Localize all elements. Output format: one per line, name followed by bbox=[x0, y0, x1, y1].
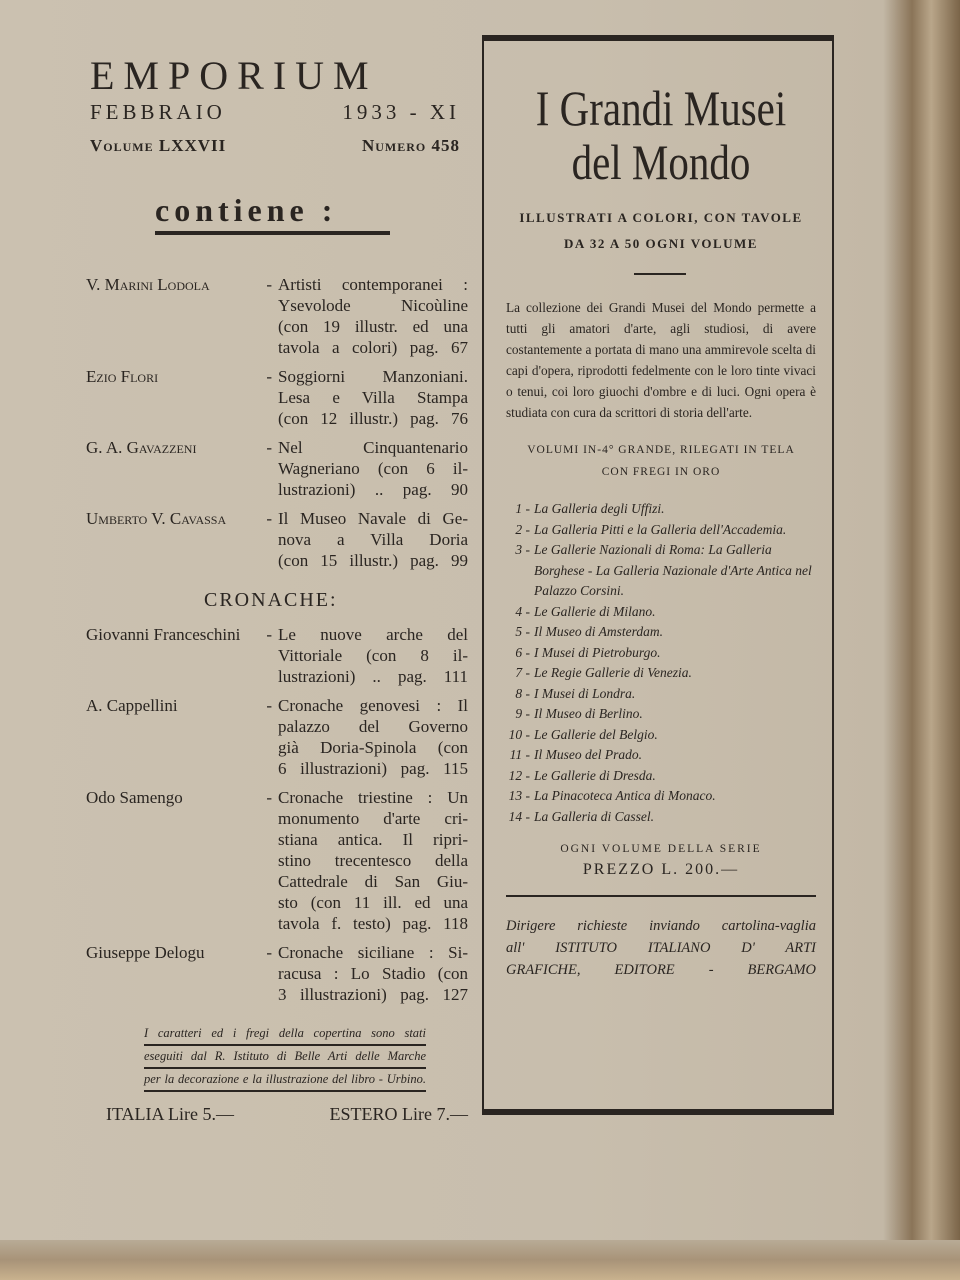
toc-title-line: (con 12 illustr.) pag. 76 bbox=[278, 409, 468, 428]
toc-title-line: Il Museo Navale di Ge- bbox=[278, 509, 468, 528]
toc-dash: - bbox=[266, 788, 272, 807]
toc-dash: - bbox=[266, 696, 272, 715]
toc-author-cell bbox=[86, 624, 278, 687]
toc-title-line: Le nuove arche del bbox=[278, 625, 468, 644]
toc-author-cell bbox=[86, 787, 278, 934]
toc-title-line: tavola f. testo) pag. 118 bbox=[278, 914, 468, 933]
toc-title-line: Lesa e Villa Stampa bbox=[278, 388, 468, 407]
museum-volume-item bbox=[506, 622, 816, 643]
volume-title: I Musei di Pietroburgo. bbox=[534, 644, 661, 660]
toc-title bbox=[278, 787, 468, 934]
museum-volume-item bbox=[506, 540, 816, 602]
issue-volume-line bbox=[90, 136, 460, 156]
toc-title-line: Ysevolode Nicoùline bbox=[278, 296, 468, 315]
footnote-line: eseguiti dal R. Istituto di Belle Arti delle Marche bbox=[144, 1046, 426, 1069]
toc-title-line: Vittoriale (con 8 il- bbox=[278, 646, 468, 665]
museum-volume-list bbox=[506, 499, 816, 827]
toc-title bbox=[278, 366, 468, 429]
toc-title-line: tavola a colori) pag. 67 bbox=[278, 338, 468, 357]
toc-title-line: 6 illustrazioni) pag. 115 bbox=[278, 759, 468, 778]
toc-entry bbox=[86, 366, 468, 429]
toc-author-cell bbox=[86, 274, 278, 358]
volume-title: Le Gallerie del Belgio. bbox=[534, 726, 658, 742]
toc-title-line: Cattedrale di San Giu- bbox=[278, 872, 468, 891]
toc-title-line: 3 illustrazioni) pag. 127 bbox=[278, 985, 468, 1004]
toc-dash: - bbox=[266, 367, 272, 386]
museum-volume-item bbox=[506, 807, 816, 828]
issue-volume: Volume LXXVII bbox=[90, 136, 227, 155]
toc-title bbox=[278, 437, 468, 500]
table-of-contents bbox=[86, 274, 468, 1125]
cronache-list bbox=[86, 624, 468, 1005]
ad-title-line: I Grandi Musei bbox=[535, 80, 787, 136]
ad-subtitle-line: ILLUSTRATI A COLORI, CON TAVOLE bbox=[519, 210, 803, 225]
volume-number: 11 - bbox=[509, 747, 530, 762]
toc-author: V. Marini Lodola bbox=[86, 275, 210, 294]
volume-title: La Galleria Pitti e la Galleria dell'Accademia. bbox=[534, 521, 787, 537]
issue-number: Numero 458 bbox=[361, 136, 460, 155]
toc-author: Odo Samengo bbox=[86, 788, 183, 807]
museum-volume-item bbox=[506, 520, 816, 541]
toc-entry bbox=[86, 437, 468, 500]
volume-number: 2 - bbox=[515, 521, 530, 537]
volume-title: Il Museo del Prado. bbox=[534, 747, 642, 762]
toc-title-line: sto (con 11 ill. ed una bbox=[278, 893, 468, 912]
toc-author: Giovanni Franceschini bbox=[86, 625, 241, 644]
museum-volume-item bbox=[506, 745, 816, 766]
toc-author: Giuseppe Delogu bbox=[86, 943, 205, 962]
issue-year: 1933 - XI bbox=[342, 100, 460, 124]
toc-dash: - bbox=[266, 509, 272, 528]
footnote bbox=[144, 1023, 426, 1092]
issue-month: FEBBRAIO bbox=[90, 100, 226, 124]
volume-title: Il Museo di Berlino. bbox=[534, 706, 643, 721]
toc-author: Umberto V. Cavassa bbox=[86, 509, 227, 528]
toc-title bbox=[278, 274, 468, 358]
volume-title: Il Museo di Amsterdam. bbox=[534, 624, 663, 639]
cronache-heading: CRONACHE: bbox=[204, 589, 338, 611]
volume-number: 3 - bbox=[515, 542, 530, 557]
advertisement-box bbox=[482, 35, 834, 1115]
articles-list bbox=[86, 274, 468, 571]
volume-title: Le Gallerie di Dresda. bbox=[534, 767, 656, 783]
divider bbox=[634, 273, 686, 275]
volume-title: Le Gallerie di Milano. bbox=[534, 603, 656, 619]
volume-number: 12 - bbox=[508, 767, 530, 783]
magazine-title: EMPORIUM bbox=[90, 53, 378, 98]
toc-entry bbox=[86, 787, 468, 934]
contents-heading: contiene : bbox=[155, 192, 390, 235]
ad-ordering-line: GRAFICHE, EDITORE - BERGAMO bbox=[506, 962, 816, 978]
volume-title: La Galleria di Cassel. bbox=[534, 808, 655, 824]
ad-ordering-line: all' ISTITUTO ITALIANO D' ARTI bbox=[506, 940, 816, 956]
volume-number: 13 - bbox=[508, 788, 530, 803]
volume-number: 4 - bbox=[515, 603, 530, 619]
toc-entry bbox=[86, 274, 468, 358]
toc-title-line: palazzo del Governo bbox=[278, 717, 468, 736]
volume-number: 6 - bbox=[515, 644, 530, 660]
toc-title-line: monumento d'arte cri- bbox=[278, 809, 468, 828]
toc-title-line: stino trecentesco della bbox=[278, 851, 468, 870]
toc-title-line: Artisti contemporanei : bbox=[278, 275, 468, 294]
toc-author-cell bbox=[86, 942, 278, 1005]
toc-title-line: racusa : Lo Stadio (con bbox=[278, 964, 468, 983]
toc-title bbox=[278, 942, 468, 1005]
ad-title-line: del Mondo bbox=[571, 134, 751, 190]
ad-paragraph: La collezione dei Grandi Musei del Mondo permette a tutti gli amatori d'arte, agli studiosi, di avere costantemente a portata di mano una ammirevole scelta di capi d'opera, riprodotti fedelmente con le loro tinte vivaci o tenui, coi loro giuochi d'ombre e di luci. Ogni opera è studiata con cura da scrittori di storia dell'arte. bbox=[506, 300, 816, 420]
volume-number: 9 - bbox=[515, 706, 530, 721]
price-italia: ITALIA Lire 5.— bbox=[106, 1104, 235, 1124]
toc-author-cell bbox=[86, 508, 278, 571]
footnote-line: per la decorazione e la illustrazione del libro - Urbino. bbox=[144, 1069, 426, 1092]
toc-entry bbox=[86, 942, 468, 1005]
volume-number: 1 - bbox=[515, 501, 530, 516]
footnote-line: I caratteri ed i fregi della copertina sono stati bbox=[144, 1023, 426, 1046]
ad-subtitle bbox=[506, 205, 816, 257]
museum-volume-item bbox=[506, 602, 816, 623]
toc-dash: - bbox=[266, 943, 272, 962]
ad-price: PREZZO L. 200.— bbox=[582, 861, 740, 878]
museum-volume-item bbox=[506, 786, 816, 807]
ad-volumes-line: CON FREGI IN ORO bbox=[601, 466, 721, 478]
toc-author-cell bbox=[86, 437, 278, 500]
divider bbox=[506, 895, 816, 897]
toc-dash: - bbox=[266, 438, 272, 457]
volume-number: 7 - bbox=[515, 665, 530, 680]
museum-volume-item bbox=[506, 725, 816, 746]
ad-ordering-line: Dirigere richieste inviando cartolina-vaglia bbox=[506, 918, 816, 934]
toc-author-cell bbox=[86, 695, 278, 779]
price-estero: ESTERO Lire 7.— bbox=[329, 1104, 468, 1124]
volume-number: 8 - bbox=[515, 685, 530, 701]
toc-title-line: (con 19 illustr. ed una bbox=[278, 317, 468, 336]
issue-date bbox=[90, 100, 460, 125]
ad-volumes-info bbox=[506, 439, 816, 483]
toc-title-line: nova a Villa Doria bbox=[278, 530, 468, 549]
table-edge bbox=[0, 1240, 960, 1280]
toc-title-line: lustrazioni) .. pag. 90 bbox=[278, 480, 468, 499]
volume-number: 5 - bbox=[515, 624, 530, 639]
toc-author-cell bbox=[86, 366, 278, 429]
volume-number: 14 - bbox=[508, 808, 530, 824]
toc-title-line: Wagneriano (con 6 il- bbox=[278, 459, 468, 478]
toc-title-line: stiana antica. Il ripri- bbox=[278, 830, 468, 849]
ad-title bbox=[506, 81, 816, 189]
volume-title: La Galleria degli Uffizi. bbox=[534, 501, 665, 516]
volume-number: 10 - bbox=[508, 726, 530, 742]
toc-entry bbox=[86, 508, 468, 571]
toc-title bbox=[278, 695, 468, 779]
ad-ogni-volume: OGNI VOLUME DELLA SERIE bbox=[560, 843, 762, 855]
museum-volume-item bbox=[506, 766, 816, 787]
volume-title: La Pinacoteca Antica di Monaco. bbox=[534, 788, 716, 803]
toc-author: Ezio Flori bbox=[86, 367, 159, 386]
museum-volume-item bbox=[506, 704, 816, 725]
toc-title-line: Cronache triestine : Un bbox=[278, 788, 468, 807]
toc-title bbox=[278, 624, 468, 687]
museum-volume-item bbox=[506, 643, 816, 664]
toc-entry bbox=[86, 695, 468, 779]
volume-title: Le Regie Gallerie di Venezia. bbox=[534, 665, 692, 680]
toc-title-line: Nel Cinquantenario bbox=[278, 438, 468, 457]
prices bbox=[106, 1104, 468, 1125]
toc-title-line: lustrazioni) .. pag. 111 bbox=[278, 667, 468, 686]
toc-dash: - bbox=[266, 625, 272, 644]
toc-title-line: già Doria-Spinola (con bbox=[278, 738, 468, 757]
ad-ordering-info bbox=[506, 915, 816, 981]
ad-volumes-line: VOLUMI IN-4° GRANDE, RILEGATI IN TELA bbox=[527, 444, 795, 456]
toc-author: A. Cappellini bbox=[86, 696, 178, 715]
museum-volume-item bbox=[506, 499, 816, 520]
toc-dash: - bbox=[266, 275, 272, 294]
toc-title-line: Cronache genovesi : Il bbox=[278, 696, 468, 715]
toc-title bbox=[278, 508, 468, 571]
toc-title-line: Soggiorni Manzoniani. bbox=[278, 367, 468, 386]
volume-title: Le Gallerie Nazionali di Roma: La Galleria Borghese - La Galleria Nazionale d'Arte Antica nel Palazzo Corsini. bbox=[534, 542, 812, 598]
museum-volume-item bbox=[506, 663, 816, 684]
ad-subtitle-line: DA 32 A 50 OGNI VOLUME bbox=[564, 236, 758, 251]
toc-author: G. A. Gavazzeni bbox=[86, 438, 197, 457]
museum-volume-item bbox=[506, 684, 816, 705]
volume-title: I Musei di Londra. bbox=[534, 685, 636, 701]
toc-entry bbox=[86, 624, 468, 687]
toc-title-line: Cronache siciliane : Si- bbox=[278, 943, 468, 962]
toc-title-line: (con 15 illustr.) pag. 99 bbox=[278, 551, 468, 570]
